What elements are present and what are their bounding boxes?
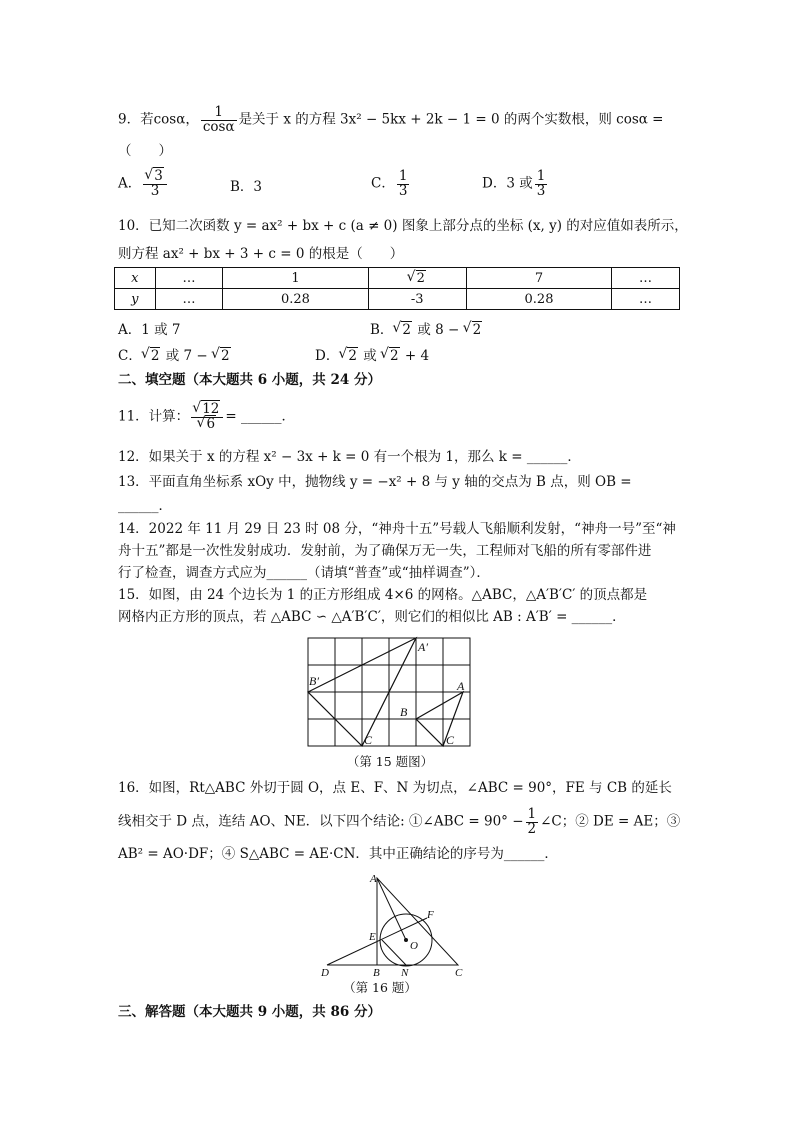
table-row-y	[115, 289, 680, 310]
q16-circle-figure	[315, 868, 475, 980]
q10-line-1: 10．已知二次函数 y = ax² + bx + c (a ≠ 0) 图象上部分点的坐标 (x, y) 的对应值如表所示，	[118, 218, 688, 234]
label-a-prime: A′	[418, 640, 428, 654]
q9-fraction	[201, 106, 237, 134]
q16-frac-num: 1	[527, 806, 537, 822]
q16-line-1: 16．如图，Rt△ABC 外切于圆 O，点 E、F、N 为切点，∠ABC = 90°，FE 与 CB 的延长	[118, 780, 672, 796]
label-e: E	[369, 931, 376, 943]
table-cell: 0.28	[223, 289, 368, 310]
sqrt-arg: 2	[150, 348, 160, 364]
label-c: C	[446, 733, 455, 747]
sqrt-arg: 2	[390, 348, 399, 364]
q10-opt-b-mid: 或 8 −	[417, 322, 460, 338]
q9-frac-num: 1	[201, 106, 237, 121]
q16-caption: （第 16 题）	[343, 980, 417, 995]
q15-caption: （第 15 题图）	[346, 754, 434, 769]
section-heading-2: 二、填空题（本大题共 6 小题，共 24 分）	[118, 372, 381, 388]
table-cell-sqrt-value: 2	[416, 270, 425, 286]
q10-line-2: 则方程 ax² + bx + 3 + c = 0 的根是（ ）	[118, 246, 404, 262]
q10-opt-b-label: B．	[370, 322, 394, 338]
q9-opt-c-num: 1	[398, 168, 408, 184]
q15-grid-figure	[300, 632, 480, 752]
q10-opt-d-label: D．	[315, 348, 340, 364]
q11-num: 12	[202, 401, 220, 417]
q16-frac-den: 2	[527, 820, 537, 837]
q13-line-1: 13．平面直角坐标系 xOy 中，抛物线 y = −x² + 8 与 y 轴的交点为 B 点，则 OB =	[118, 474, 632, 490]
label-b: B	[400, 705, 408, 719]
q10-opt-c-mid: 或 7 −	[165, 348, 208, 364]
label-o: O	[410, 940, 418, 952]
q9-option-b: B．3	[230, 179, 263, 195]
q11-text-b: = ______．	[225, 408, 295, 425]
q9-frac-den: cosα	[202, 118, 235, 135]
label-a: A	[457, 679, 465, 693]
q11-den: 6	[206, 415, 216, 432]
sqrt-arg: 2	[221, 348, 230, 364]
q9-opt-a-frac	[143, 170, 167, 198]
q14-line-2: 舟十五”都是一次性发射成功．发射前，为了确保万无一失，工程师对飞船的所有零部件进	[118, 543, 652, 559]
table-cell: 0.28	[466, 289, 611, 310]
label-d: D	[321, 967, 329, 979]
q14-line-1: 14．2022 年 11 月 29 日 23 时 08 分，“神舟十五”号载人飞船顺利发射，“神舟一号”至“神	[118, 521, 676, 537]
q16-line-2b: ∠C；② DE = AE；③	[540, 813, 681, 830]
q11-text-a: 11．计算：	[118, 408, 190, 425]
q9-option-d	[482, 170, 549, 198]
center-point	[404, 938, 408, 942]
table-cell: …	[612, 289, 680, 310]
q9-option-c	[371, 170, 411, 198]
q16-line-3: AB² = AO·DF；④ S△ABC = AE·CN．其中正确结论的序号为______．	[118, 846, 558, 862]
table-cell: 1	[223, 268, 368, 289]
table-cell: -3	[368, 289, 466, 310]
q9-opt-a-den: 3	[150, 182, 160, 199]
q10-option-c	[118, 347, 232, 365]
q10-value-table	[114, 267, 680, 310]
label-c-prime: C	[364, 733, 373, 747]
q10-option-d	[315, 347, 429, 365]
table-cell: x	[115, 268, 156, 289]
q9-opt-a-label: A．	[118, 175, 142, 192]
table-cell: 7	[466, 268, 611, 289]
question-9	[118, 106, 664, 134]
label-a: A	[370, 873, 377, 885]
q10-opt-c-label: C．	[118, 348, 142, 364]
q9-opt-a-num: 3	[154, 168, 163, 184]
q13-line-2: ______．	[118, 498, 172, 514]
q10-opt-d-end: + 4	[404, 348, 430, 364]
sqrt-arg: 2	[472, 322, 482, 338]
label-b-prime: B′	[309, 674, 319, 688]
label-n: N	[401, 967, 409, 979]
q14-line-3: 行了检查，调查方式应为______（请填“普查”或“抽样调查”）．	[118, 565, 490, 581]
label-c: C	[455, 967, 463, 979]
line-ne	[382, 940, 406, 965]
sqrt-arg: 2	[348, 348, 357, 364]
question-11	[118, 403, 295, 431]
q16-line-2a: 线相交于 D 点，连结 AO、NE．以下四个结论: ①∠ABC = 90° −	[118, 813, 524, 830]
q9-text-a: 9．若cosα，	[118, 111, 199, 128]
table-cell: …	[155, 268, 223, 289]
table-cell: …	[155, 289, 223, 310]
q15-line-1: 15．如图，由 24 个边长为 1 的正方形组成 4×6 的网格。△ABC，△A′B′C′ 的顶点都是	[118, 587, 648, 603]
table-row-x	[115, 268, 680, 289]
table-cell	[368, 268, 466, 289]
q15-line-2: 网格内正方形的顶点，若 △ABC ∽ △A′B′C′，则它们的相似比 AB : A′B′ = ______．	[118, 609, 626, 625]
q9-opt-d-den: 3	[536, 182, 546, 199]
q9-text-b: 是关于 x 的方程 3x² − 5kx + 2k − 1 = 0 的两个实数根，则 cosα =	[238, 111, 664, 128]
q16-line-2	[118, 808, 680, 836]
q10-option-b	[370, 321, 483, 339]
q9-opt-d-num: 1	[536, 168, 546, 184]
label-f: F	[427, 909, 434, 921]
table-cell: …	[612, 268, 680, 289]
q10-option-a: A．1 或 7	[118, 322, 181, 338]
q9-opt-c-label: C．	[371, 175, 395, 192]
q10-opt-d-mid: 或	[363, 348, 377, 364]
q9-opt-d-label: D．3 或	[482, 175, 533, 192]
table-cell: y	[115, 289, 156, 310]
label-b: B	[373, 967, 380, 979]
sqrt-arg: 2	[402, 322, 412, 338]
question-12: 12．如果关于 x 的方程 x² − 3x + k = 0 有一个根为 1，那么 k = ______．	[118, 449, 581, 465]
q9-opt-c-den: 3	[398, 182, 408, 199]
q9-option-a	[118, 170, 169, 198]
q9-answer-paren: （ ）	[118, 143, 172, 159]
section-heading-3: 三、解答题（本大题共 9 小题，共 86 分）	[118, 1004, 381, 1020]
